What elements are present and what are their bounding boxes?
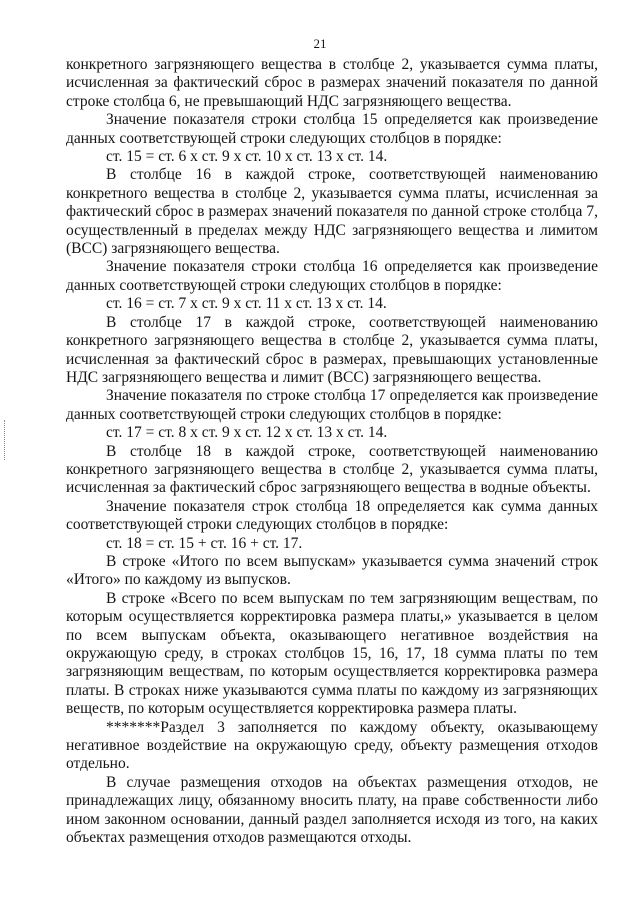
document-body [66, 56, 598, 847]
paragraph-continuation: конкретного загрязняющего вещества в столбце 2, указывается сумма платы, исчисленная за фактический сброс в размерах значений показателя по данной строке столбца 6, не превышающий НДС загрязняющего вещества. [66, 56, 598, 110]
paragraph-total-corrected: В строке «Всего по всем выпускам по тем загрязняющим веществам, по которым осуществляется корректировка размера платы,» указывается в целом по всем выпускам объекта, оказывающего негативное воздействия на окружающую среду, в строках столбцов 15, 16, 17, 18 сумма платы по тем загрязняющим веществам, по которым осуществляется корректировка размера платы. В строках ниже указываются сумма платы по каждому из загрязняющих веществ, по которым осуществляется корректировка размера платы. [66, 589, 598, 718]
paragraph-total-all-outlets: В строке «Итого по всем выпускам» указывается сумма значений строк «Итого» по каждому из выпусков. [66, 552, 598, 589]
paragraph-col18-definition: Значение показателя строк столбца 18 определяется как сумма данных соответствующей строки следующих столбцов в порядке: [66, 497, 598, 534]
paragraph-col16-definition: Значение показателя строки столбца 16 определяется как произведение данных соответствующей строки следующих столбцов в порядке: [66, 258, 598, 294]
formula-col17: ст. 17 = ст. 8 х ст. 9 х ст. 12 х ст. 13 х ст. 14. [106, 424, 388, 442]
formula-col16: ст. 16 = ст. 7 х ст. 9 х ст. 11 х ст. 13 х ст. 14. [106, 295, 387, 313]
paragraph-col16: В столбце 16 в каждой строке, соответствующей наименованию конкретного вещества в столбце 2, указывается сумма платы, исчисленная за фактический сброс в размерах значений показателя по данной строке столбца 7, осуществленный в пределах между НДС загрязняющего вещества и лимитом (ВСС) загрязняющего вещества. [66, 166, 598, 258]
paragraph-waste-placement: В случае размещения отходов на объектах размещения отходов, не принадлежащих лицу, обязанному вносить плату, на праве собственности либо ином законном основании, данный раздел заполняется исходя из того, на каких объектах размещения отходов размещаются отходы. [66, 773, 598, 847]
paragraph-col15-definition: Значение показателя строки столбца 15 определяется как произведение данных соответствующей строки следующих столбцов в порядке: [66, 111, 598, 147]
margin-mark [4, 420, 6, 460]
formula-col18: ст. 18 = ст. 15 + ст. 16 + ст. 17. [106, 534, 303, 552]
paragraph-col18: В столбце 18 в каждой строке, соответствующей наименованию конкретного загрязняющего вещества в столбце 2, указывается сумма платы, исчисленная за фактический сброс загрязняющего вещества в водные объекты. [66, 442, 598, 497]
paragraph-section3: *******Раздел 3 заполняется по каждому объекту, оказывающему негативное воздействие на окружающую среду, объекту размещения отходов отдельно. [66, 718, 598, 773]
formula-col15: ст. 15 = ст. 6 х ст. 9 х ст. 10 х ст. 13 х ст. 14. [106, 148, 388, 166]
paragraph-col17-definition: Значение показателя по строке столбца 17 определяется как произведение данных соответствующей строки следующих столбцов в порядке: [66, 387, 598, 423]
paragraph-col17: В столбце 17 в каждой строке, соответствующей наименованию конкретного загрязняющего вещества в столбце 2, указывается сумма платы, исчисленная за фактический сброс в размерах, превышающих установленные НДС загрязняющего вещества и лимит (ВСС) загрязняющего вещества. [66, 313, 598, 386]
page-number: 21 [313, 36, 327, 51]
